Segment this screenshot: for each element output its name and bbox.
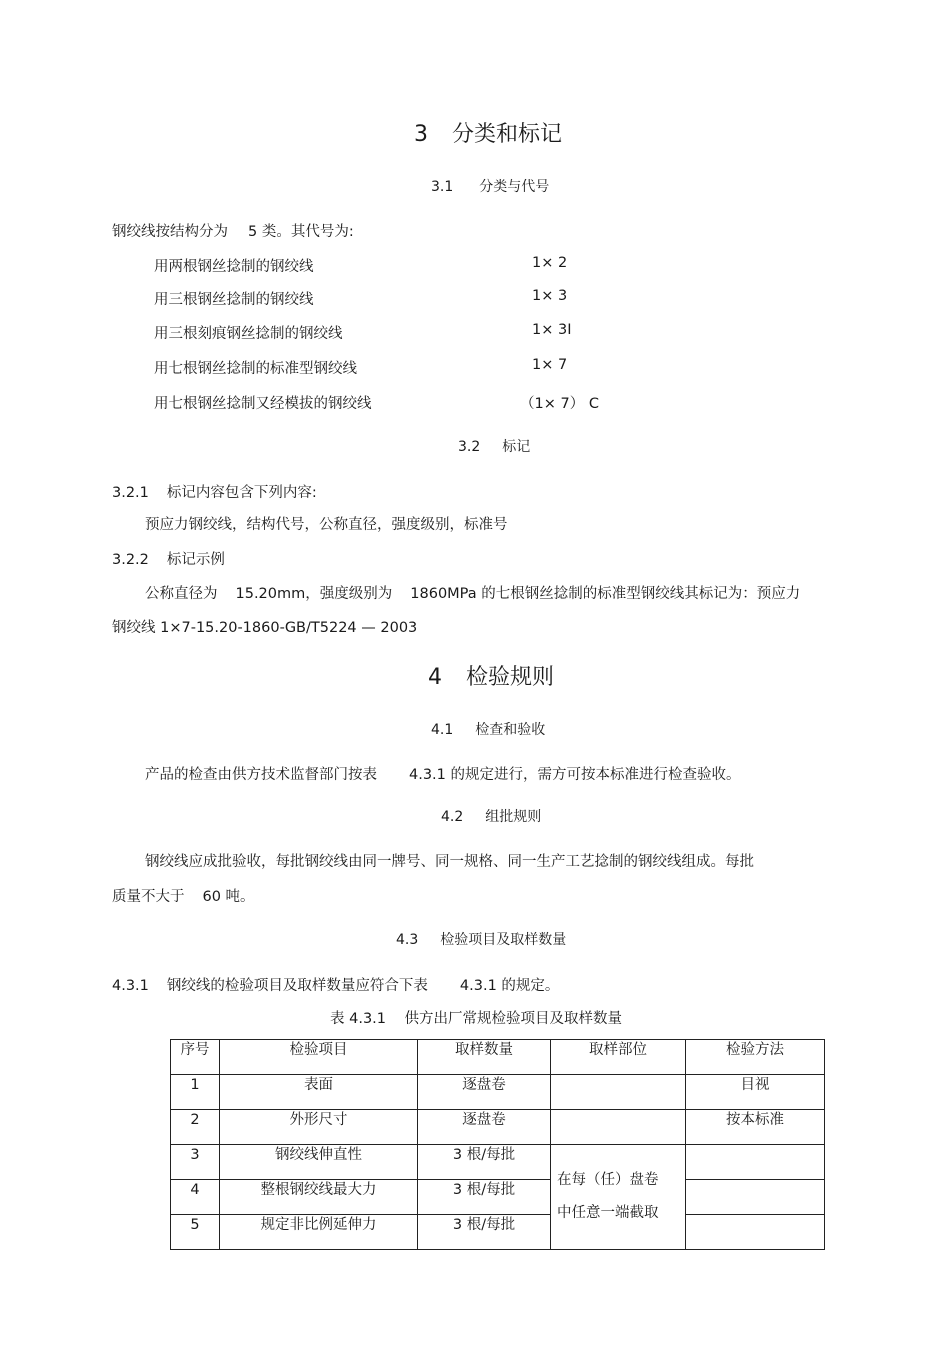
clause-4-3-1 [112, 974, 559, 995]
subsection-3-1-heading [431, 176, 549, 196]
section-number: 3 [414, 122, 428, 147]
cell-method: 目视 [686, 1075, 825, 1110]
subsection-4-1-heading [431, 719, 545, 739]
merged-part-line: 中任意一端截取 [557, 1205, 659, 1221]
paragraph-text: 质量不大于 [112, 889, 185, 905]
paragraph-text: 4.3.1 的规定进行，需方可按本标准进行检查验收。 [409, 767, 741, 783]
subsection-title: 分类与代号 [479, 179, 550, 195]
cell-qty: 3 根/每批 [418, 1145, 551, 1180]
clause-3-2-1-body: 预应力钢绞线，结构代号，公称直径，强度级别，标准号 [145, 517, 508, 533]
cell-qty: 3 根/每批 [418, 1215, 551, 1250]
type-name: 用三根钢丝捻制的钢绞线 [154, 292, 314, 308]
subsection-4-2-heading [441, 806, 541, 826]
cell-qty: 3 根/每批 [418, 1180, 551, 1215]
clause-title: 标记示例 [166, 552, 225, 568]
cell-no: 1 [171, 1075, 220, 1110]
subsection-title: 检验项目及取样数量 [440, 932, 567, 948]
subsection-title: 组批规则 [485, 809, 542, 825]
cell-method [686, 1180, 825, 1215]
section-4-heading [428, 660, 554, 691]
cell-part [551, 1075, 686, 1110]
cell-no: 5 [171, 1215, 220, 1250]
type-code: 1× 2 [532, 255, 568, 271]
subsection-number: 4.1 [431, 722, 454, 738]
cell-part [551, 1110, 686, 1145]
clause-title: 标记内容包含下列内容: [166, 485, 317, 501]
subsection-number: 3.2 [458, 439, 481, 455]
paragraph-text: 60 吨。 [202, 889, 255, 905]
merged-part-line: 在每（任）盘卷 [557, 1172, 659, 1188]
header-cell: 取样数量 [418, 1040, 551, 1075]
batch-rule-line-1: 钢绞线应成批验收，每批钢绞线由同一牌号、同一规格、同一生产工艺捻制的钢绞线组成。每批 [145, 854, 754, 870]
clause-number: 3.2.2 [112, 552, 149, 568]
subsection-number: 3.1 [431, 179, 454, 195]
type-name: 用两根钢丝捻制的钢绞线 [154, 259, 314, 275]
clause-number: 3.2.1 [112, 485, 149, 501]
cell-item: 外形尺寸 [220, 1110, 418, 1145]
clause-text: 4.3.1 的规定。 [459, 978, 560, 994]
cell-no: 4 [171, 1180, 220, 1215]
batch-rule-line-2 [112, 885, 255, 906]
table-row [171, 1180, 825, 1215]
section-title: 检验规则 [466, 665, 555, 690]
subsection-4-3-heading [396, 929, 566, 949]
inspection-paragraph [145, 763, 741, 784]
section-3-heading [414, 117, 562, 148]
clause-3-2-1-heading [112, 481, 317, 502]
type-code: 1× 3Ⅰ [532, 322, 572, 338]
subsection-title: 标记 [502, 439, 531, 455]
subsection-title: 检查和验收 [475, 722, 546, 738]
header-cell: 取样部位 [551, 1040, 686, 1075]
cell-method: 按本标准 [686, 1110, 825, 1145]
marking-example-line-2: 钢绞线 1×7-15.20-1860-GB/T5224 — 2003 [112, 620, 418, 636]
subsection-number: 4.2 [441, 809, 464, 825]
intro-text-count: 5 类。其代号为: [248, 224, 354, 240]
example-text: 公称直径为 [145, 586, 218, 602]
type-name: 用七根钢丝捻制的标准型钢绞线 [154, 361, 357, 377]
marking-example-line-1 [145, 582, 800, 603]
subsection-3-2-heading [458, 436, 530, 456]
cell-no: 2 [171, 1110, 220, 1145]
header-cell: 检验项目 [220, 1040, 418, 1075]
table-row [171, 1145, 825, 1180]
cell-item: 表面 [220, 1075, 418, 1110]
type-name: 用七根钢丝捻制又经模拔的钢绞线 [154, 396, 372, 412]
type-code: 1× 7 [532, 357, 568, 373]
clause-number: 4.3.1 [112, 978, 149, 994]
classification-intro [112, 220, 354, 241]
cell-qty: 逐盘卷 [418, 1075, 551, 1110]
clause-3-2-2-heading [112, 548, 225, 569]
cell-method [686, 1145, 825, 1180]
cell-qty: 逐盘卷 [418, 1110, 551, 1145]
type-code: （1× 7） C [520, 396, 599, 412]
clause-text: 钢绞线的检验项目及取样数量应符合下表 [166, 978, 428, 994]
table-caption: 表 4.3.1 供方出厂常规检验项目及取样数量 [330, 1011, 622, 1027]
table-row [171, 1215, 825, 1250]
table-row [171, 1110, 825, 1145]
table-row [171, 1075, 825, 1110]
intro-text: 钢绞线按结构分为 [112, 224, 228, 240]
example-text: 15.20mm，强度级别为 [235, 586, 393, 602]
example-text: 1860MPa 的七根钢丝捻制的标准型钢绞线其标记为：预应力 [410, 586, 801, 602]
paragraph-text: 产品的检查由供方技术监督部门按表 [145, 767, 377, 783]
cell-no: 3 [171, 1145, 220, 1180]
cell-item: 规定非比例延伸力 [220, 1215, 418, 1250]
subsection-number: 4.3 [396, 932, 419, 948]
cell-part-merged [551, 1145, 686, 1250]
cell-item: 钢绞线伸直性 [220, 1145, 418, 1180]
type-code: 1× 3 [532, 288, 568, 304]
cell-item: 整根钢绞线最大力 [220, 1180, 418, 1215]
table-header-row [171, 1040, 825, 1075]
section-title: 分类和标记 [452, 122, 563, 147]
section-number: 4 [428, 665, 442, 690]
inspection-table [170, 1039, 825, 1250]
header-cell: 检验方法 [686, 1040, 825, 1075]
cell-method [686, 1215, 825, 1250]
type-name: 用三根刻痕钢丝捻制的钢绞线 [154, 326, 343, 342]
header-cell: 序号 [171, 1040, 220, 1075]
